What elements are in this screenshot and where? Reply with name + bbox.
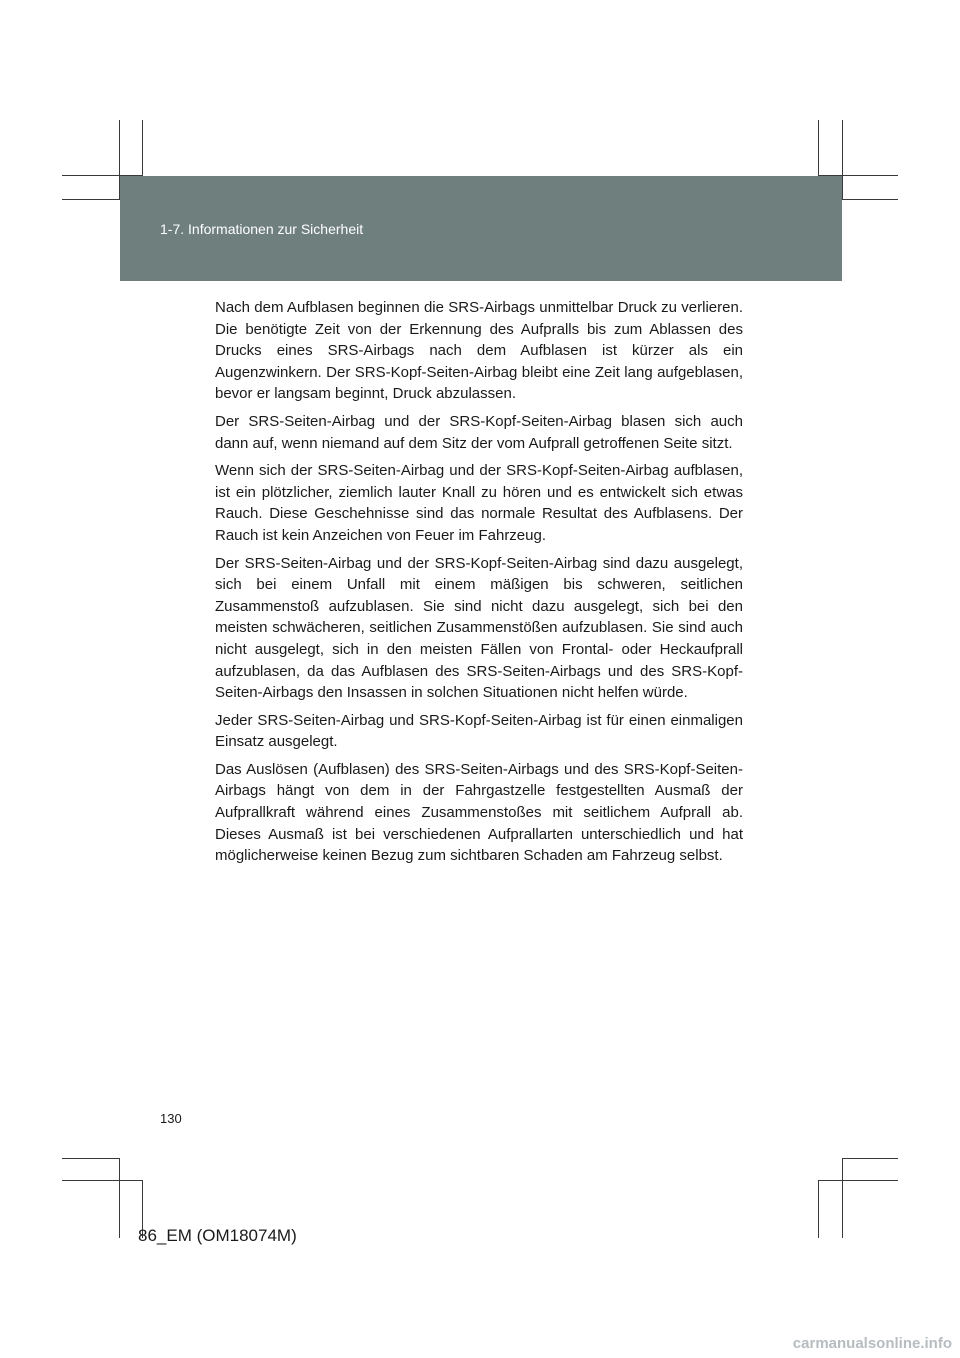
body-text bbox=[215, 297, 743, 873]
paragraph-single-use: Jeder SRS-Seiten-Airbag und SRS-Kopf-Seiten-Airbag ist für einen einmaligen Einsatz ausgelegt. bbox=[215, 711, 743, 751]
section-title: 1-7. Informationen zur Sicherheit bbox=[160, 221, 364, 237]
document-code: 86_EM (OM18074M) bbox=[138, 1226, 297, 1245]
page-number: 130 bbox=[160, 1111, 182, 1126]
crop-mark-bottom-left-horizontal bbox=[62, 1158, 120, 1159]
crop-mark-bottom-left-vertical-outer bbox=[119, 1158, 120, 1238]
paragraph-deflation: Nach dem Aufblasen beginnen die SRS-Airbags unmittelbar Druck zu verlieren. Die benötigte Zeit von der Erkennung des Aufpralls bis zum Ablassen des Drucks eines SRS-Airbags nach dem Aufblasen ist kürzer als ein Augenzwinkern. Der SRS-Kopf-Seiten-Airbag bleibt eine Zeit lang aufgeblasen, bevor er langsam beginnt, Druck abzulassen. bbox=[215, 299, 743, 403]
paragraph-unoccupied-seat: Der SRS-Seiten-Airbag und der SRS-Kopf-Seiten-Airbag blasen sich auch dann auf, wenn niemand auf dem Sitz der vom Aufprall getroffenen Seite sitzt. bbox=[215, 412, 743, 452]
crop-mark-bottom-right-horizontal-2 bbox=[818, 1180, 898, 1181]
crop-mark-bottom-right-vertical-inner bbox=[842, 1158, 843, 1238]
crop-mark-top-right-vertical-inner bbox=[842, 120, 843, 200]
paragraph-design-purpose: Der SRS-Seiten-Airbag und der SRS-Kopf-Seiten-Airbag sind dazu ausgelegt, sich bei einem Unfall mit einem mäßigen bis schweren, seitlichen Zusammenstoß aufzublasen. Sie sind nicht dazu ausgelegt, sich bei den meisten schwächeren, seitlichen Zusammenstößen aufzublasen. Sie sind auch nicht ausgelegt, sich in den meisten Fällen von Frontal- oder Heckaufprall aufzublasen, da das Aufblasen des SRS-Seiten-Airbags und des SRS-Kopf-Seiten-Airbags den Insassen in solchen Situationen nicht helfen würde. bbox=[215, 554, 743, 702]
crop-mark-bottom-right-vertical-outer bbox=[818, 1180, 819, 1238]
crop-mark-top-left-horizontal-2 bbox=[62, 199, 122, 200]
paragraph-noise-smoke: Wenn sich der SRS-Seiten-Airbag und der SRS-Kopf-Seiten-Airbag aufblasen, ist ein plötzlicher, ziemlich lauter Knall zu hören und es entwickelt sich etwas Rauch. Diese Geschehnisse sind das normale Resultat des Aufblasens. Der Rauch ist kein Anzeichen von Feuer im Fahrzeug. bbox=[215, 462, 743, 544]
watermark-link[interactable]: carmanualsonline.info bbox=[792, 1335, 952, 1352]
paragraph-deployment-force: Das Auslösen (Aufblasen) des SRS-Seiten-Airbags und des SRS-Kopf-Seiten-Airbags hängt von dem in der Fahrgastzelle festgestellten Ausmaß der Aufprallkraft während eines Zusammenstoßes mit seitlichem Aufprall ab. Dieses Ausmaß ist bei verschiedenen Aufprallarten unterschiedlich und hat möglicherweise keinen Bezug zum sichtbaren Schaden am Fahrzeug selbst. bbox=[215, 760, 743, 865]
crop-mark-bottom-left-horizontal-2 bbox=[62, 1180, 142, 1181]
crop-mark-top-right-horizontal-2 bbox=[842, 199, 898, 200]
crop-mark-bottom-right-horizontal bbox=[842, 1158, 898, 1159]
